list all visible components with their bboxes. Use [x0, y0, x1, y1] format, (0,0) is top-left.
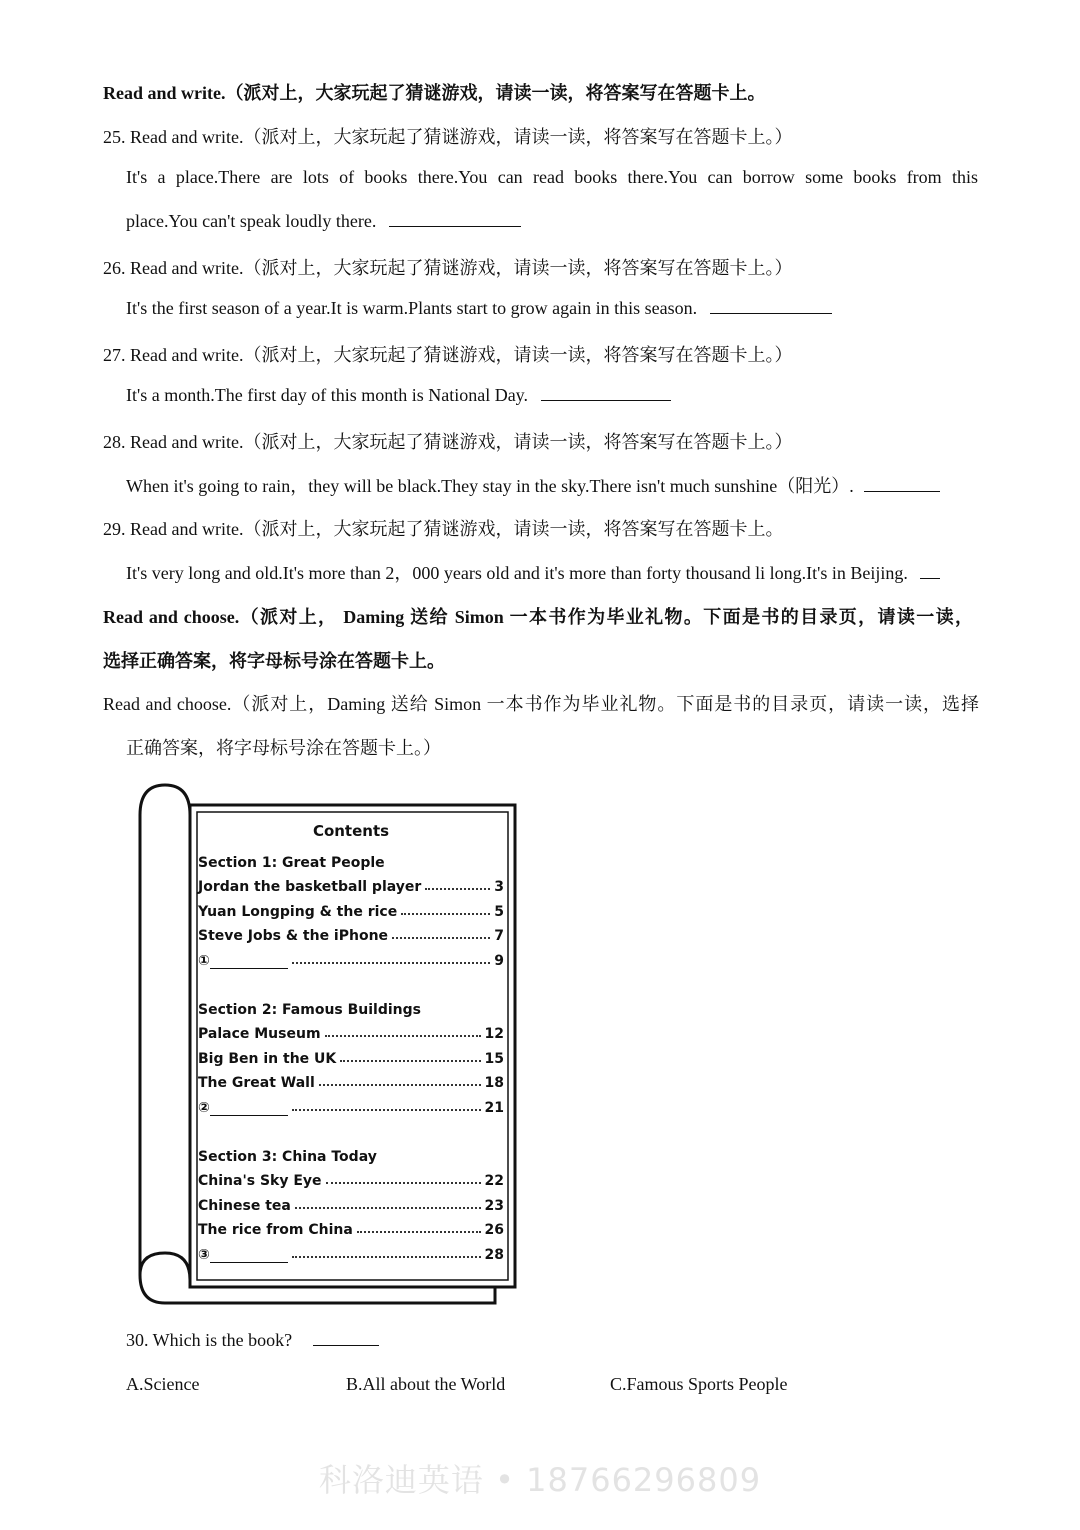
section-heading: Section 1: Great People [198, 854, 385, 871]
section-header-write: Read and write.（派对上，大家玩起了猜谜游戏，请读一读，将答案写在答题卡上。 [103, 83, 766, 103]
leader-dots [292, 962, 490, 964]
contents-item-blank [198, 944, 504, 969]
section-heading: Section 3: China Today [198, 1148, 377, 1165]
answer-blank[interactable] [210, 1252, 288, 1263]
item-page: 23 [484, 1197, 504, 1214]
answer-blank[interactable] [210, 1105, 288, 1116]
contents-item-blank [198, 1238, 504, 1263]
contents-item [198, 1189, 504, 1214]
question-number: 26. [103, 258, 126, 278]
question-30-prompt: 30. Which is the book? [126, 1330, 293, 1350]
item-page: 18 [484, 1075, 504, 1092]
question-25-text-1: It's a place.There are lots of books there.You can read books there.You can borrow some books from this [126, 167, 978, 187]
contents-item [198, 895, 504, 920]
question-26-text [126, 298, 832, 319]
contents-item [198, 1214, 504, 1239]
item-page: 5 [494, 903, 504, 920]
instruction-text: Read and write.（派对上，大家玩起了猜谜游戏，请读一读，将答案写在答题卡上。） [130, 345, 793, 365]
question-29-text [126, 559, 940, 585]
instruction-text: Read and write.（派对上，大家玩起了猜谜游戏，请读一读，将答案写在答题卡上。） [130, 258, 793, 278]
text: place.You can't speak loudly there. [126, 211, 377, 231]
item-label: Steve Jobs & the iPhone [198, 928, 389, 945]
contents-item [198, 1067, 504, 1092]
contents-item [198, 920, 504, 945]
item-page: 22 [484, 1173, 504, 1190]
item-label: Jordan the basketball player [198, 879, 422, 896]
question-27-instruction [103, 341, 792, 367]
leader-dots [401, 913, 490, 915]
item-label: The Great Wall [198, 1075, 315, 1092]
option-c[interactable]: C.Famous Sports People [610, 1374, 788, 1394]
contents-item [198, 1165, 504, 1190]
leader-dots [357, 1231, 481, 1233]
leader-dots [392, 937, 490, 939]
answer-blank[interactable] [920, 564, 940, 579]
item-label: ② [198, 1099, 210, 1116]
section-header-choose-bold-1: Read and choose.（派对上， Daming 送给 Simon 一本书作为毕业礼物。下面是书的目录页，请读一读， [103, 607, 973, 627]
answer-blank[interactable] [389, 212, 521, 227]
leader-dots [292, 1109, 481, 1111]
item-label: Chinese tea [198, 1197, 291, 1214]
question-25-instruction [103, 123, 792, 149]
contents-page [198, 822, 504, 1263]
item-label: ③ [198, 1246, 210, 1263]
text: It's a month.The first day of this month is National Day. [126, 385, 529, 405]
leader-dots [319, 1084, 481, 1086]
item-label: China's Sky Eye [198, 1173, 322, 1190]
item-page: 3 [494, 879, 504, 896]
instruction-text: Read and write.（派对上，大家玩起了猜谜游戏，请读一读，将答案写在答题卡上。） [130, 432, 793, 452]
contents-item [198, 1042, 504, 1067]
section-header-choose-2: 正确答案，将字母标号涂在答题卡上。） [126, 738, 441, 758]
item-label: Palace Museum [198, 1026, 321, 1043]
text: When it's going to rain，they will be black.They stay in the sky.There isn't much sunshine（阳光）. [126, 476, 854, 496]
answer-blank[interactable] [710, 299, 832, 314]
answer-blank[interactable] [541, 386, 671, 401]
leader-dots [340, 1060, 480, 1062]
watermark: 科洛迪英语 • 18766296809 [318, 1461, 762, 1499]
question-number: 27. [103, 345, 126, 365]
answer-blank[interactable] [864, 477, 940, 492]
instruction-text: Read and write.（派对上，大家玩起了猜谜游戏，请读一读，将答案写在答题卡上。 [130, 519, 784, 539]
item-page: 15 [484, 1050, 504, 1067]
question-number: 28. [103, 432, 126, 452]
answer-blank[interactable] [313, 1331, 379, 1346]
leader-dots [425, 888, 490, 890]
question-28-text [126, 472, 940, 498]
item-label: The rice from China [198, 1222, 353, 1239]
question-number: 29. [103, 519, 126, 539]
question-26-instruction [103, 254, 792, 280]
question-number: 25. [103, 127, 126, 147]
contents-item-blank [198, 1091, 504, 1116]
item-page: 21 [484, 1099, 504, 1116]
leader-dots [295, 1207, 481, 1209]
answer-blank[interactable] [210, 958, 288, 969]
question-27-text [126, 385, 671, 406]
question-29-instruction [103, 515, 783, 541]
item-label: ① [198, 952, 210, 969]
item-page: 12 [484, 1026, 504, 1043]
text: It's very long and old.It's more than 2，000 years old and it's more than forty thousand li long.It's in Beijing. [126, 563, 908, 583]
contents-item [198, 871, 504, 896]
item-page: 7 [494, 928, 504, 945]
section-header-choose-bold-2: 选择正确答案，将字母标号涂在答题卡上。 [103, 651, 445, 671]
item-page: 28 [484, 1246, 504, 1263]
instruction-text: Read and write.（派对上，大家玩起了猜谜游戏，请读一读，将答案写在答题卡上。） [130, 127, 793, 147]
item-page: 9 [494, 952, 504, 969]
text: It's the first season of a year.It is warm.Plants start to grow again in this season. [126, 298, 698, 318]
item-page: 26 [484, 1222, 504, 1239]
section-header-choose-1: Read and choose.（派对上，Daming 送给 Simon 一本书作为毕业礼物。下面是书的目录页，请读一读，选择 [103, 694, 979, 714]
question-25-text-2 [126, 211, 521, 232]
leader-dots [292, 1256, 481, 1258]
section-heading: Section 2: Famous Buildings [198, 1001, 421, 1018]
item-label: Big Ben in the UK [198, 1050, 337, 1067]
option-a[interactable]: A.Science [126, 1374, 200, 1394]
leader-dots [325, 1035, 481, 1037]
option-b[interactable]: B.All about the World [346, 1374, 506, 1394]
item-label: Yuan Longping & the rice [198, 903, 398, 920]
leader-dots [326, 1182, 481, 1184]
question-30 [126, 1330, 379, 1351]
question-28-instruction [103, 428, 792, 454]
contents-title: Contents [312, 822, 390, 840]
contents-item [198, 1018, 504, 1043]
